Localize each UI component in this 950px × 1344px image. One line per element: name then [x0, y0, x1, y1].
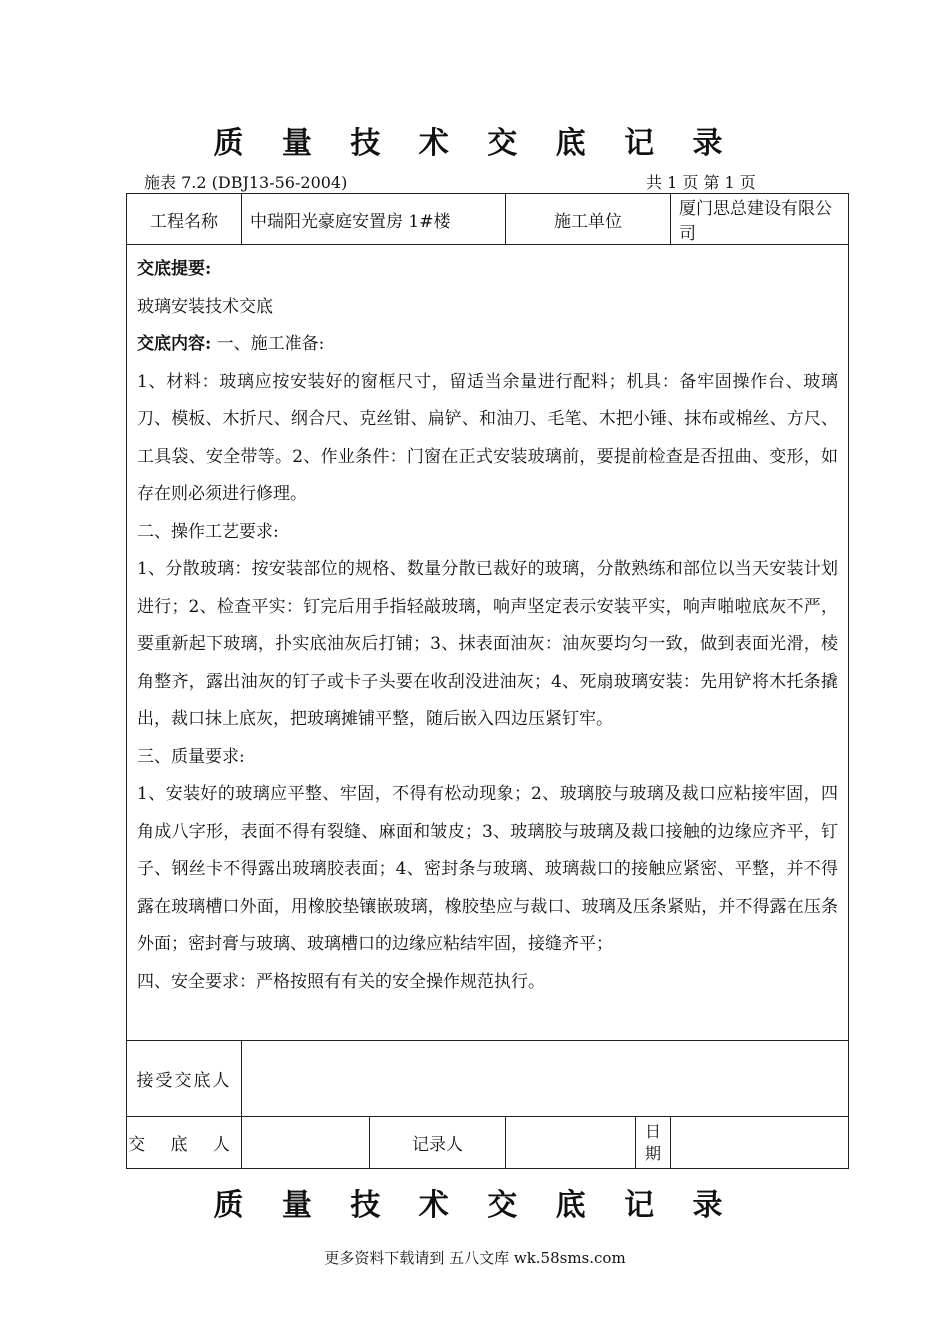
summary-text: 玻璃安装技术交底: [137, 296, 273, 317]
page-info: 共 1 页 第 1 页: [646, 173, 756, 192]
summary-label: 交底提要:: [137, 259, 212, 279]
recorder-signature: [506, 1117, 636, 1169]
project-name-label: 工程名称: [127, 194, 242, 245]
receiver-row: [127, 1041, 849, 1117]
form-code: 施表 7.2 (DBJ13-56-2004): [144, 173, 348, 192]
construction-unit-value: 厦门思总建设有限公司: [671, 194, 849, 245]
footer-text: 更多资料下载请到 五八文库 wk.58sms.com: [324, 1249, 626, 1267]
content-paragraph: 1、安装好的玻璃应平整、牢固，不得有松动现象；2、玻璃胶与玻璃及裁口应粘接牢固，四角成八字形，表面不得有裂缝、麻面和皱皮；3、玻璃胶与玻璃及裁口接触的边缘应齐平，钉子、钢丝卡不得露出玻璃胶表面；4、密封条与玻璃、玻璃裁口的接触应紧密、平整，并不得露在玻璃槽口外面，用橡胶垫镶嵌玻璃，橡胶垫应与裁口、玻璃及压条紧贴，并不得露在压条外面；密封膏与玻璃、玻璃槽口的边缘应粘结牢固，接缝齐平；: [137, 784, 838, 954]
content-heading: 二、操作工艺要求:: [137, 521, 279, 542]
page-title: 质 量 技 术 交 底 记 录: [213, 126, 737, 161]
content-paragraph: 1、材料：玻璃应按安装好的窗框尺寸，留适当余量进行配料；机具：备牢固操作台、玻璃刀、模板、木折尺、纲合尺、克丝钳、扁铲、和油刀、毛笔、木把小锤、抹布或棉丝、方尺、工具袋、安全带等。2、作业条件：门窗在正式安装玻璃前，要提前检查是否扭曲、变形，如存在则必须进行修理。: [137, 371, 838, 504]
project-name-value: 中瑞阳光豪庭安置房 1#楼: [242, 194, 506, 245]
page-title-repeat: 质 量 技 术 交 底 记 录: [213, 1188, 737, 1223]
giver-label: 交 底 人: [127, 1117, 242, 1169]
content-row: [127, 245, 849, 1041]
content-heading: 三、质量要求:: [137, 746, 245, 767]
content-label: 交底内容:: [137, 334, 212, 354]
date-label: 日 期: [636, 1117, 671, 1169]
receiver-label: 接受交底人: [127, 1041, 242, 1117]
record-table: [126, 193, 849, 1169]
header-row: [127, 194, 849, 245]
content-paragraph: 1、分散玻璃：按安装部位的规格、数量分散已裁好的玻璃，分散熟练和部位以当天安装计划进行；2、检查平实：钉完后用手指轻敲玻璃，响声坚定表示安装平实，响声啪啦底灰不严，要重新起下玻璃，扑实底油灰后打铺；3、抹表面油灰：油灰要均匀一致，做到表面光滑，棱角整齐，露出油灰的钉子或卡子头要在收刮没进油灰；4、死扇玻璃安装：先用铲将木托条撬出，裁口抹上底灰，把玻璃摊铺平整，随后嵌入四边压紧钉牢。: [137, 559, 838, 729]
recorder-label: 记录人: [370, 1117, 506, 1169]
content-paragraph: 四、安全要求：严格按照有有关的安全操作规范执行。: [137, 971, 545, 992]
giver-row: [127, 1117, 849, 1169]
date-value: [671, 1117, 849, 1169]
construction-unit-label: 施工单位: [506, 194, 671, 245]
content-cell: [127, 245, 849, 1041]
giver-signature: [242, 1117, 370, 1169]
receiver-signature: [242, 1041, 849, 1117]
content-first-heading: 一、施工准备:: [211, 334, 325, 354]
